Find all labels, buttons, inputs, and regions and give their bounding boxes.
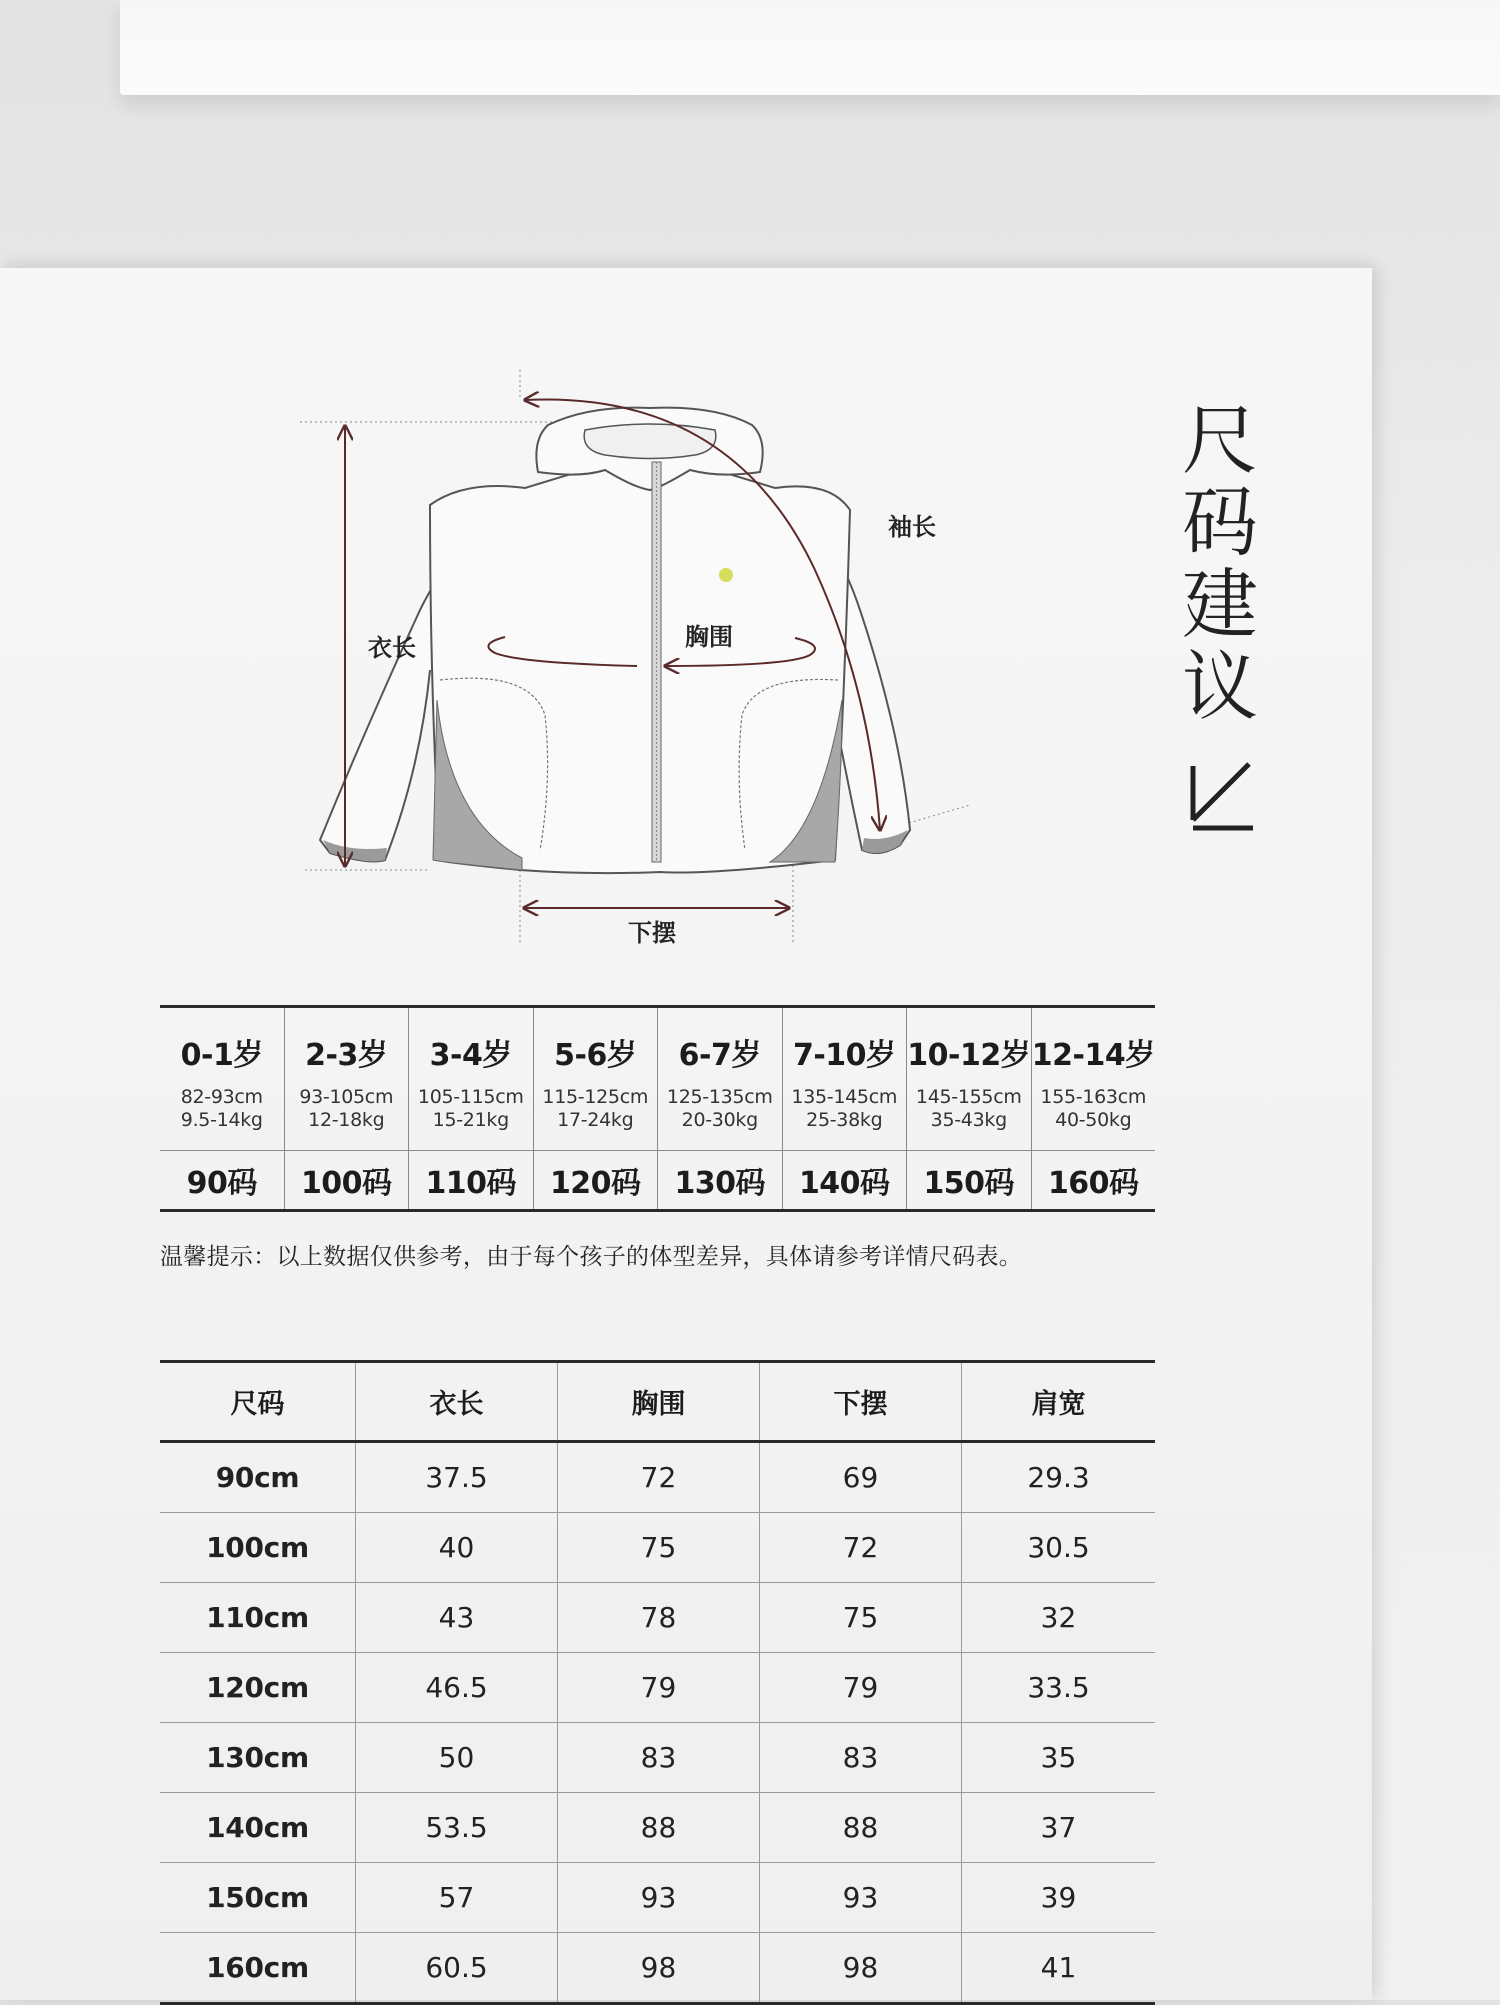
heading-char: 码 <box>1182 478 1258 567</box>
table-row <box>160 1583 1155 1653</box>
chest-cell: 98 <box>558 1933 760 2004</box>
age-label: 0-1岁 <box>180 1038 263 1073</box>
hem-cell: 79 <box>760 1653 962 1723</box>
hem-cell: 72 <box>760 1513 962 1583</box>
hem-cell: 83 <box>760 1723 962 1793</box>
size-code: 90码 <box>186 1166 257 1201</box>
shoulder-cell: 39 <box>962 1863 1156 1933</box>
age-column <box>160 1008 284 1150</box>
size-code: 120码 <box>549 1166 641 1201</box>
weight-range: 40-50kg <box>1055 1109 1132 1131</box>
chest-cell: 78 <box>558 1583 760 1653</box>
age-size-table <box>160 1005 1155 1212</box>
length-cell: 50 <box>356 1723 558 1793</box>
size-code: 130码 <box>674 1166 766 1201</box>
size-cell: 120cm <box>160 1653 356 1723</box>
chest-cell: 93 <box>558 1863 760 1933</box>
age-column <box>533 1008 658 1150</box>
shoulder-cell: 30.5 <box>962 1513 1156 1583</box>
hem-label: 下摆 <box>628 919 676 947</box>
length-cell: 37.5 <box>356 1442 558 1513</box>
length-cell: 46.5 <box>356 1653 558 1723</box>
size-code: 100码 <box>300 1166 392 1201</box>
size-code: 140码 <box>798 1166 890 1201</box>
age-label: 2-3岁 <box>305 1038 388 1073</box>
heading-char: 议 <box>1182 642 1258 731</box>
size-cell: 90cm <box>215 1461 300 1494</box>
age-label: 10-12岁 <box>907 1038 1031 1073</box>
age-label: 5-6岁 <box>554 1038 637 1073</box>
size-code-cell <box>657 1151 782 1209</box>
length-cell: 60.5 <box>356 1933 558 2004</box>
height-range: 82-93cm <box>180 1086 263 1108</box>
weight-range: 35-43kg <box>930 1109 1007 1131</box>
header-hem: 下摆 <box>760 1362 962 1442</box>
height-range: 145-155cm <box>915 1086 1022 1108</box>
size-code-cell <box>782 1151 907 1209</box>
size-advice-heading <box>1175 396 1265 832</box>
sleeve-label: 袖长 <box>888 513 936 541</box>
chest-cell: 75 <box>558 1513 760 1583</box>
heading-char: 建 <box>1182 560 1258 649</box>
size-cell: 150cm <box>160 1863 356 1933</box>
shoulder-cell: 32 <box>962 1583 1156 1653</box>
weight-range: 20-30kg <box>681 1109 758 1131</box>
age-column <box>782 1008 907 1150</box>
chest-cell: 88 <box>558 1793 760 1863</box>
table-header-row <box>160 1362 1155 1442</box>
height-range: 105-115cm <box>417 1086 524 1108</box>
table-row <box>160 1933 1155 2004</box>
height-range: 125-135cm <box>666 1086 773 1108</box>
age-column <box>284 1008 409 1150</box>
age-label: 3-4岁 <box>429 1038 512 1073</box>
top-paper-sheet <box>120 0 1500 95</box>
weight-range: 17-24kg <box>557 1109 634 1131</box>
chest-cell: 79 <box>558 1653 760 1723</box>
brand-badge-icon <box>719 568 733 582</box>
size-cell: 160cm <box>160 1933 356 2004</box>
age-info-row <box>160 1008 1155 1151</box>
size-code-cell <box>160 1151 284 1209</box>
header-shoulder: 肩宽 <box>962 1362 1156 1442</box>
table-row <box>160 1723 1155 1793</box>
header-chest: 胸围 <box>558 1362 760 1442</box>
size-code-cell <box>408 1151 533 1209</box>
length-cell: 57 <box>356 1863 558 1933</box>
shoulder-cell: 33.5 <box>962 1653 1156 1723</box>
heading-char: 尺 <box>1182 396 1258 485</box>
weight-range: 15-21kg <box>432 1109 509 1131</box>
height-range: 115-125cm <box>542 1086 649 1108</box>
weight-range: 25-38kg <box>806 1109 883 1131</box>
length-label: 衣长 <box>368 634 416 662</box>
size-cell: 140cm <box>160 1793 356 1863</box>
chest-cell: 72 <box>558 1442 760 1513</box>
length-cell: 43 <box>356 1583 558 1653</box>
size-cell: 110cm <box>160 1583 356 1653</box>
size-code: 110码 <box>425 1166 517 1201</box>
size-code-row <box>160 1151 1155 1209</box>
age-column <box>657 1008 782 1150</box>
height-range: 155-163cm <box>1040 1086 1147 1108</box>
age-label: 7-10岁 <box>792 1038 896 1073</box>
size-code-cell <box>906 1151 1031 1209</box>
shoulder-cell: 35 <box>962 1723 1156 1793</box>
shoulder-cell: 37 <box>962 1793 1156 1863</box>
height-range: 93-105cm <box>299 1086 394 1108</box>
size-measurement-table <box>160 1360 1155 2005</box>
hem-cell: 93 <box>760 1863 962 1933</box>
age-column <box>408 1008 533 1150</box>
size-code-cell <box>533 1151 658 1209</box>
jacket-diagram <box>290 370 990 950</box>
size-cell: 100cm <box>160 1513 356 1583</box>
size-code: 160码 <box>1047 1166 1139 1201</box>
reference-note: 温馨提示：以上数据仅供参考，由于每个孩子的体型差异，具体请参考详情尺码表。 <box>160 1244 1023 1270</box>
table-row <box>160 1793 1155 1863</box>
size-cell: 130cm <box>160 1723 356 1793</box>
header-size: 尺码 <box>160 1362 356 1442</box>
age-label: 12-14岁 <box>1031 1038 1155 1073</box>
hem-cell: 88 <box>760 1793 962 1863</box>
shoulder-cell: 41 <box>962 1933 1156 2004</box>
length-cell: 40 <box>356 1513 558 1583</box>
size-code: 150码 <box>923 1166 1015 1201</box>
size-code-cell <box>1031 1151 1156 1209</box>
hem-cell: 69 <box>760 1442 962 1513</box>
age-column <box>1031 1008 1156 1150</box>
age-column <box>906 1008 1031 1150</box>
hem-cell: 98 <box>760 1933 962 2004</box>
height-range: 135-145cm <box>791 1086 898 1108</box>
size-code-cell <box>284 1151 409 1209</box>
table-row <box>160 1442 1155 1513</box>
weight-range: 12-18kg <box>308 1109 385 1131</box>
table-row <box>160 1863 1155 1933</box>
age-label: 6-7岁 <box>678 1038 761 1073</box>
shoulder-cell: 29.3 <box>962 1442 1156 1513</box>
hem-cell: 75 <box>760 1583 962 1653</box>
length-cell: 53.5 <box>356 1793 558 1863</box>
table-row <box>160 1513 1155 1583</box>
arrow-down-left-icon <box>1185 762 1255 832</box>
table-row <box>160 1653 1155 1723</box>
chest-label: 胸围 <box>685 623 733 651</box>
chest-cell: 83 <box>558 1723 760 1793</box>
header-length: 衣长 <box>356 1362 558 1442</box>
weight-range: 9.5-14kg <box>180 1109 263 1131</box>
